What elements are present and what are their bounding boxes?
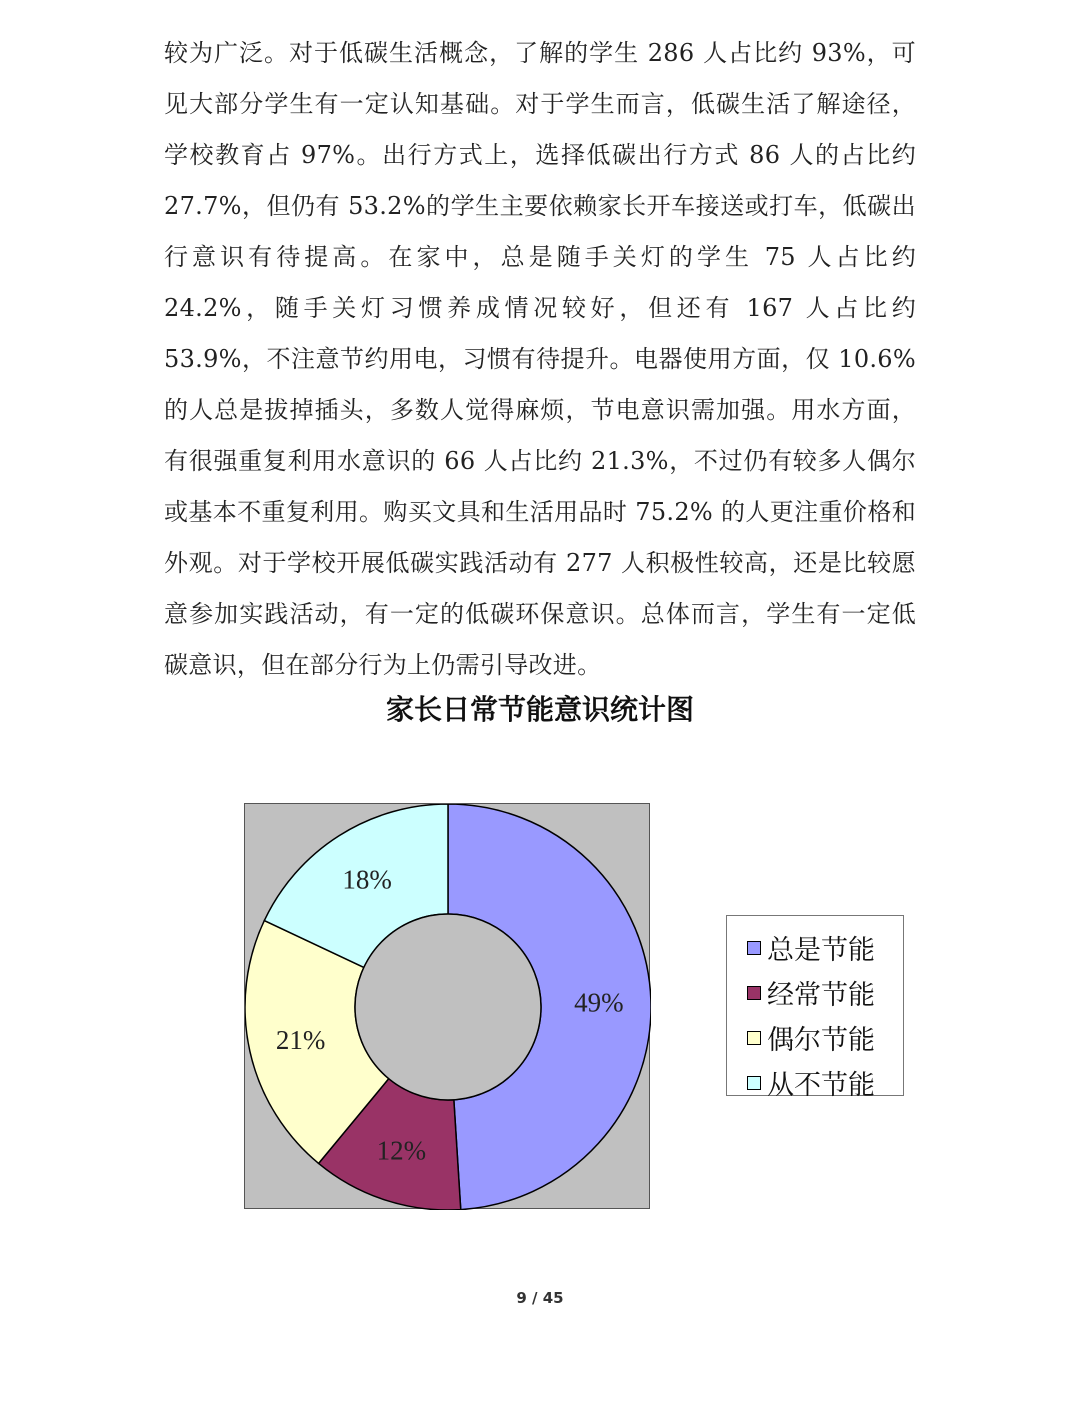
legend-label-never: 从不节能 <box>767 1070 875 1101</box>
donut-chart <box>245 804 651 1210</box>
slice-label-occasionally: 21% <box>275 1024 326 1055</box>
legend-item-occasionally <box>747 1015 903 1060</box>
legend-swatch-never <box>747 1076 761 1090</box>
page-number: 9 / 45 <box>516 1289 564 1307</box>
donut-chart-plot-area <box>244 803 650 1209</box>
legend-item-never <box>747 1060 903 1105</box>
legend-swatch-often <box>747 986 761 1000</box>
chart-legend <box>726 915 904 1101</box>
slice-label-never: 18% <box>342 864 392 895</box>
legend-label-often: 经常节能 <box>767 980 875 1011</box>
body-paragraph: 较为广泛。对于低碳生活概念，了解的学生 286 人占比约 93%，可见大部分学生有一定认知基础。对于学生而言，低碳生活了解途径，学校教育占 97%。出行方式上，选择低碳出行方式 86 人的占比约 27.7%，但仍有 53.2%的学生主要依赖家长开车接送或打车，低碳出行意识有待提高。在家中，总是随手关灯的学生 75 人占比约 24.2%，随手关灯习惯养成情况较好，但还有 167 人占比约 53.9%，不注意节约用电，习惯有待提升。电器使用方面，仅 10.6%的人总是拔掉插头，多数人觉得麻烦，节电意识需加强。用水方面，有很强重复利用水意识的 66 人占比约 21.3%，不过仍有较多人偶尔或基本不重复利用。购买文具和生活用品时 75.2% 的人更注重价格和外观。对于学校开展低碳实践活动有 277 人积极性较高，还是比较愿意参加实践活动，有一定的低碳环保意识。总体而言，学生有一定低碳意识，但在部分行为上仍需引导改进。 <box>164 39 916 679</box>
slice-label-always: 49% <box>574 987 624 1018</box>
slice-label-often: 12% <box>376 1135 427 1166</box>
legend-swatch-occasionally <box>747 1031 761 1045</box>
legend-swatch-always <box>747 941 761 955</box>
legend-item-always <box>747 925 903 970</box>
chart-title: 家长日常节能意识统计图 <box>385 693 694 726</box>
donut-hole <box>355 914 541 1100</box>
legend-label-occasionally: 偶尔节能 <box>767 1025 875 1056</box>
legend-item-often <box>747 970 903 1015</box>
legend-label-always: 总是节能 <box>767 935 875 966</box>
